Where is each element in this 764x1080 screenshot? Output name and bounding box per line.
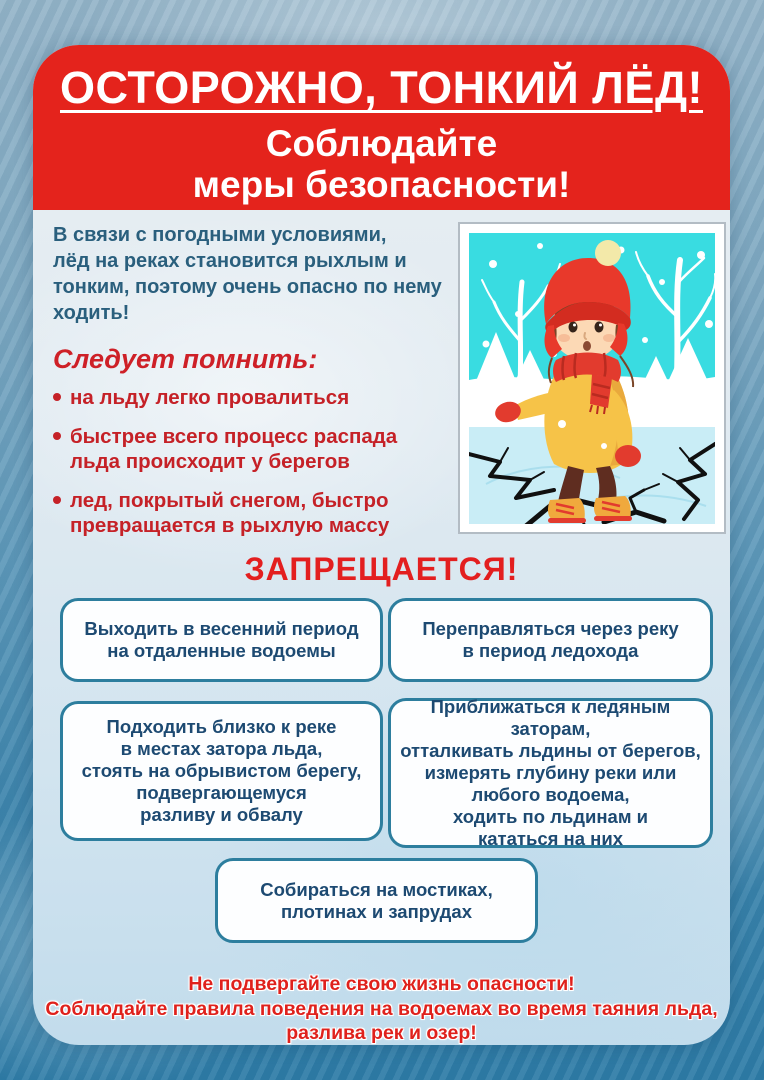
bullet-line: на льду легко провалиться: [70, 386, 350, 409]
footer-line: Не подвергайте свою жизнь опасности!: [188, 973, 575, 995]
subtitle-line: Соблюдайте: [265, 123, 498, 164]
header-banner: [33, 45, 730, 210]
poster-title: ОСТОРОЖНО, ТОНКИЙ ЛЁД!: [60, 62, 703, 113]
card-line: Выходить в весенний период: [84, 618, 359, 639]
bullet-line: лед, покрытый снегом, быстро: [70, 489, 389, 512]
card-line: Подходить близко к реке: [106, 716, 337, 737]
subtitle-line: меры безопасности!: [192, 164, 571, 205]
child-on-cracking-ice-illustration: [458, 222, 726, 534]
card-line: ходить по льдинам и: [452, 806, 649, 827]
remember-list: [53, 385, 483, 552]
forbidden-card-2: [388, 598, 713, 682]
card-line: Переправляться через реку: [422, 618, 679, 639]
card-line: разливу и обвалу: [140, 804, 303, 825]
intro-line: ходить!: [53, 302, 130, 324]
poster-subtitle: [33, 123, 730, 205]
card-line: Собираться на мостиках,: [260, 878, 493, 900]
footer-warning: [33, 972, 730, 1046]
card-line: подвергающемуся: [136, 782, 307, 803]
ice-scene-svg: [458, 222, 726, 534]
bullet-line: превращается в рыхлую массу: [70, 514, 390, 537]
forbidden-card-1: [60, 598, 383, 682]
card-line: плотинах и запрудах: [281, 900, 472, 922]
card-line: в период ледохода: [462, 640, 639, 661]
list-item: [53, 488, 483, 538]
forbidden-card-4: [388, 698, 713, 848]
card-line: кататься на них: [478, 828, 623, 849]
card-line: стоять на обрывистом берегу,: [81, 760, 362, 781]
card-line: на отдаленные водоемы: [107, 640, 336, 661]
remember-heading: Следует помнить:: [53, 344, 318, 374]
bullet-line: льда происходит у берегов: [70, 450, 350, 473]
list-item: [53, 424, 483, 474]
card-line: отталкивать льдины от берегов,: [400, 740, 701, 761]
card-line: в местах затора льда,: [120, 738, 323, 759]
card-line: измерять глубину реки или: [424, 762, 677, 783]
list-item: [53, 385, 483, 410]
intro-line: В связи с погодными условиями,: [53, 224, 387, 246]
intro-line: лёд на реках становится рыхлым и: [53, 250, 407, 272]
forbidden-card-3: [60, 701, 383, 841]
forbidden-card-5: [215, 858, 538, 943]
bullet-line: быстрее всего процесс распада: [70, 425, 398, 448]
intro-line: тонким, поэтому очень опасно по нему: [53, 276, 442, 298]
card-line: любого водоема,: [471, 784, 630, 805]
card-line: Приближаться к ледяным заторам,: [430, 696, 671, 739]
forbidden-heading: ЗАПРЕЩАЕТСЯ!: [244, 551, 519, 587]
footer-line: разлива рек и озер!: [286, 1022, 477, 1044]
intro-text: [53, 222, 478, 326]
poster-panel: [33, 45, 730, 1045]
footer-line: Соблюдайте правила поведения на водоемах во время таяния льда,: [45, 997, 718, 1020]
